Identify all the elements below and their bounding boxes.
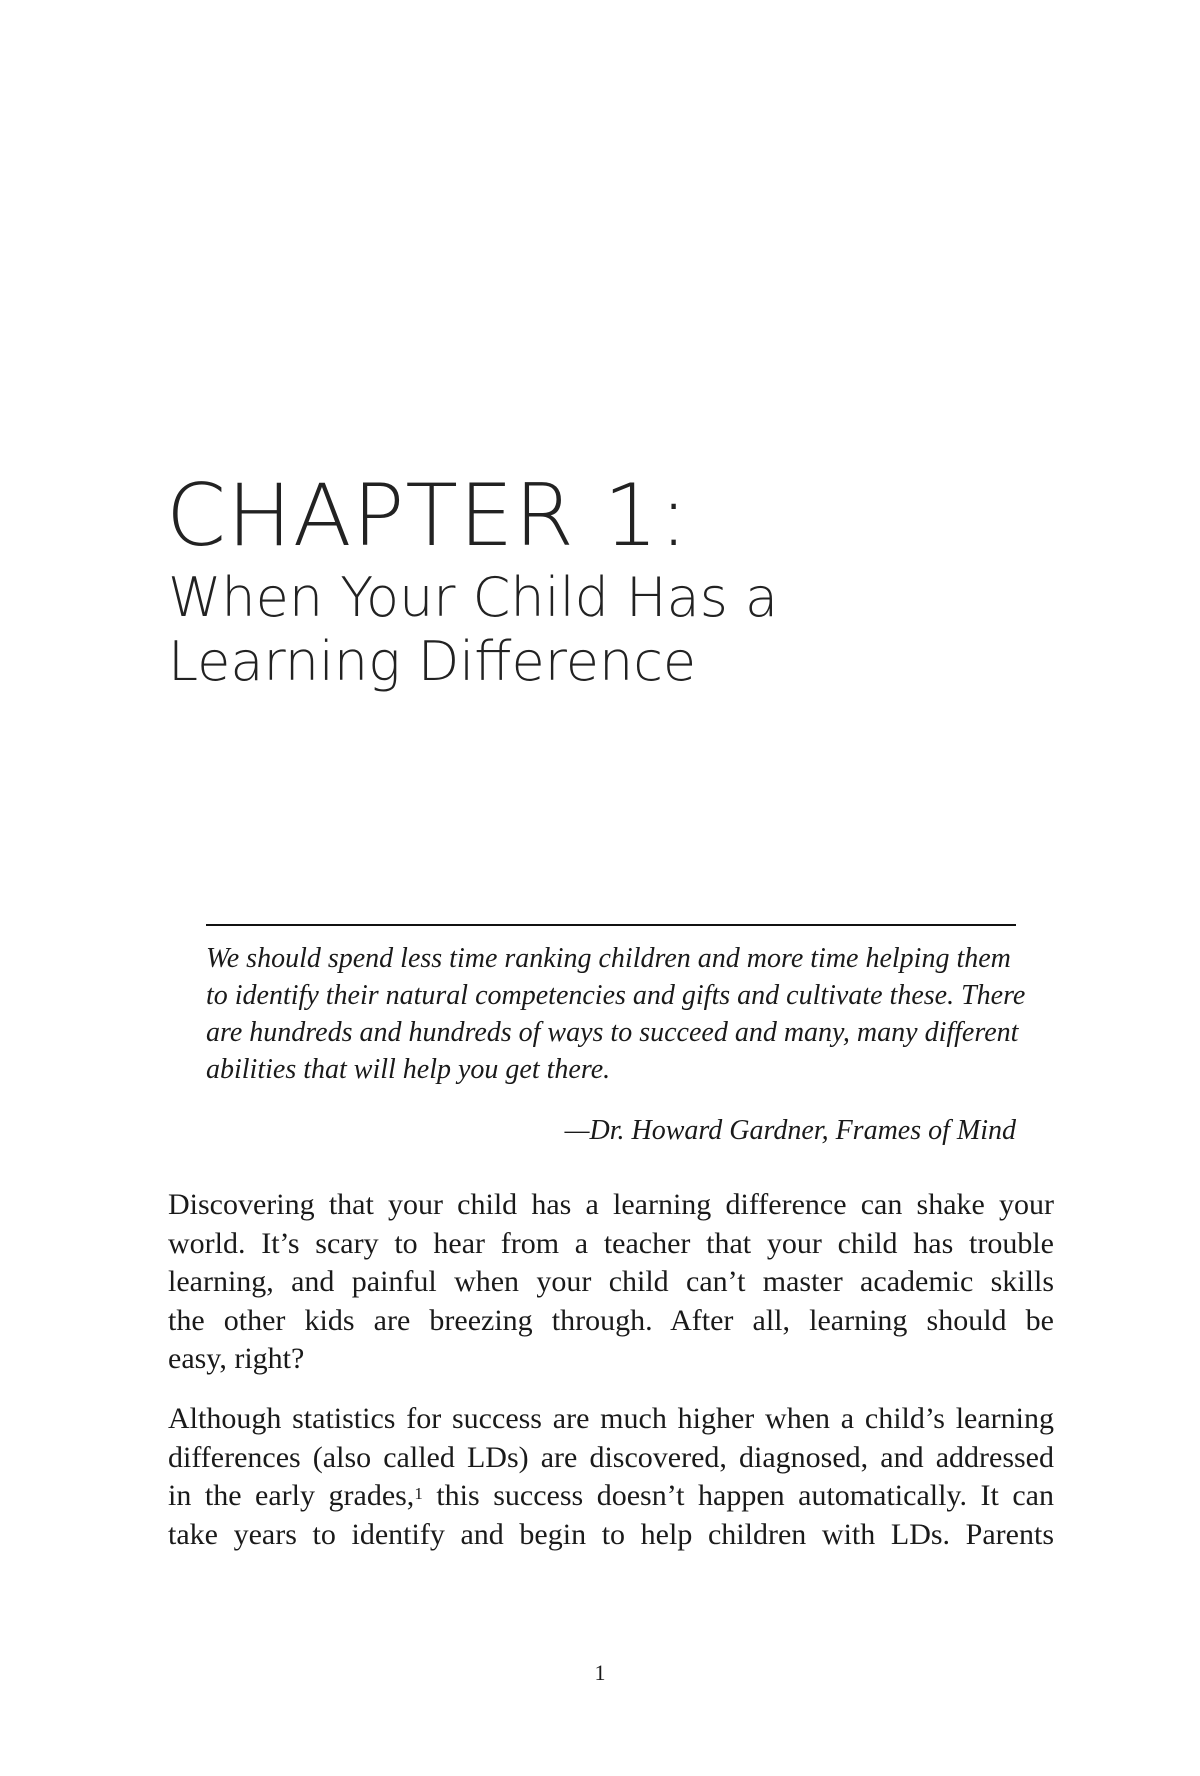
epigraph-line: We should spend less time ranking children and more time helping them [206,943,1011,974]
paragraph-line: easy, right? [168,1342,305,1375]
chapter-title-line-1: When Your Child Has a [168,566,779,629]
footnote-marker[interactable]: 1 [414,1484,423,1503]
body-paragraph-1 [168,1186,1054,1379]
epigraph-rule [206,924,1016,926]
chapter-title [168,566,1068,694]
body-paragraph-2 [168,1400,1054,1554]
paragraph-line: learning, and painful when your child can’t master academic skills [168,1265,1054,1298]
chapter-title-line-2: Learning Difference [168,630,697,693]
epigraph-line: abilities that will help you get there. [206,1054,611,1085]
epigraph-quote [206,940,1026,1088]
paragraph-line: world. It’s scary to hear from a teacher that your child has trouble [168,1226,1054,1260]
epigraph-line: to identify their natural competencies and gifts and cultivate these. There [206,980,1026,1011]
paragraph-text: in the early grades, [168,1479,415,1512]
paragraph-line: the other kids are breezing through. After all, learning should be [168,1303,1054,1337]
paragraph-line: Although statistics for success are much higher when a child’s learning [168,1402,1054,1435]
paragraph-line: Discovering that your child has a learning difference can shake your [168,1188,1054,1221]
epigraph-line: are hundreds and hundreds of ways to succeed and many, many different [206,1017,1019,1048]
chapter-label: CHAPTER 1: [166,466,690,566]
paragraph-line: differences (also called LDs) are discovered, diagnosed, and addressed [168,1440,1054,1474]
paragraph-line: take years to identify and begin to help children with LDs. Parents [168,1517,1054,1551]
paragraph-line [168,1477,1054,1516]
page-number: 1 [594,1660,606,1685]
paragraph-text: this success doesn’t happen automatically. It can [422,1479,1054,1512]
epigraph-attribution: —Dr. Howard Gardner, Frames of Mind [564,1115,1016,1146]
